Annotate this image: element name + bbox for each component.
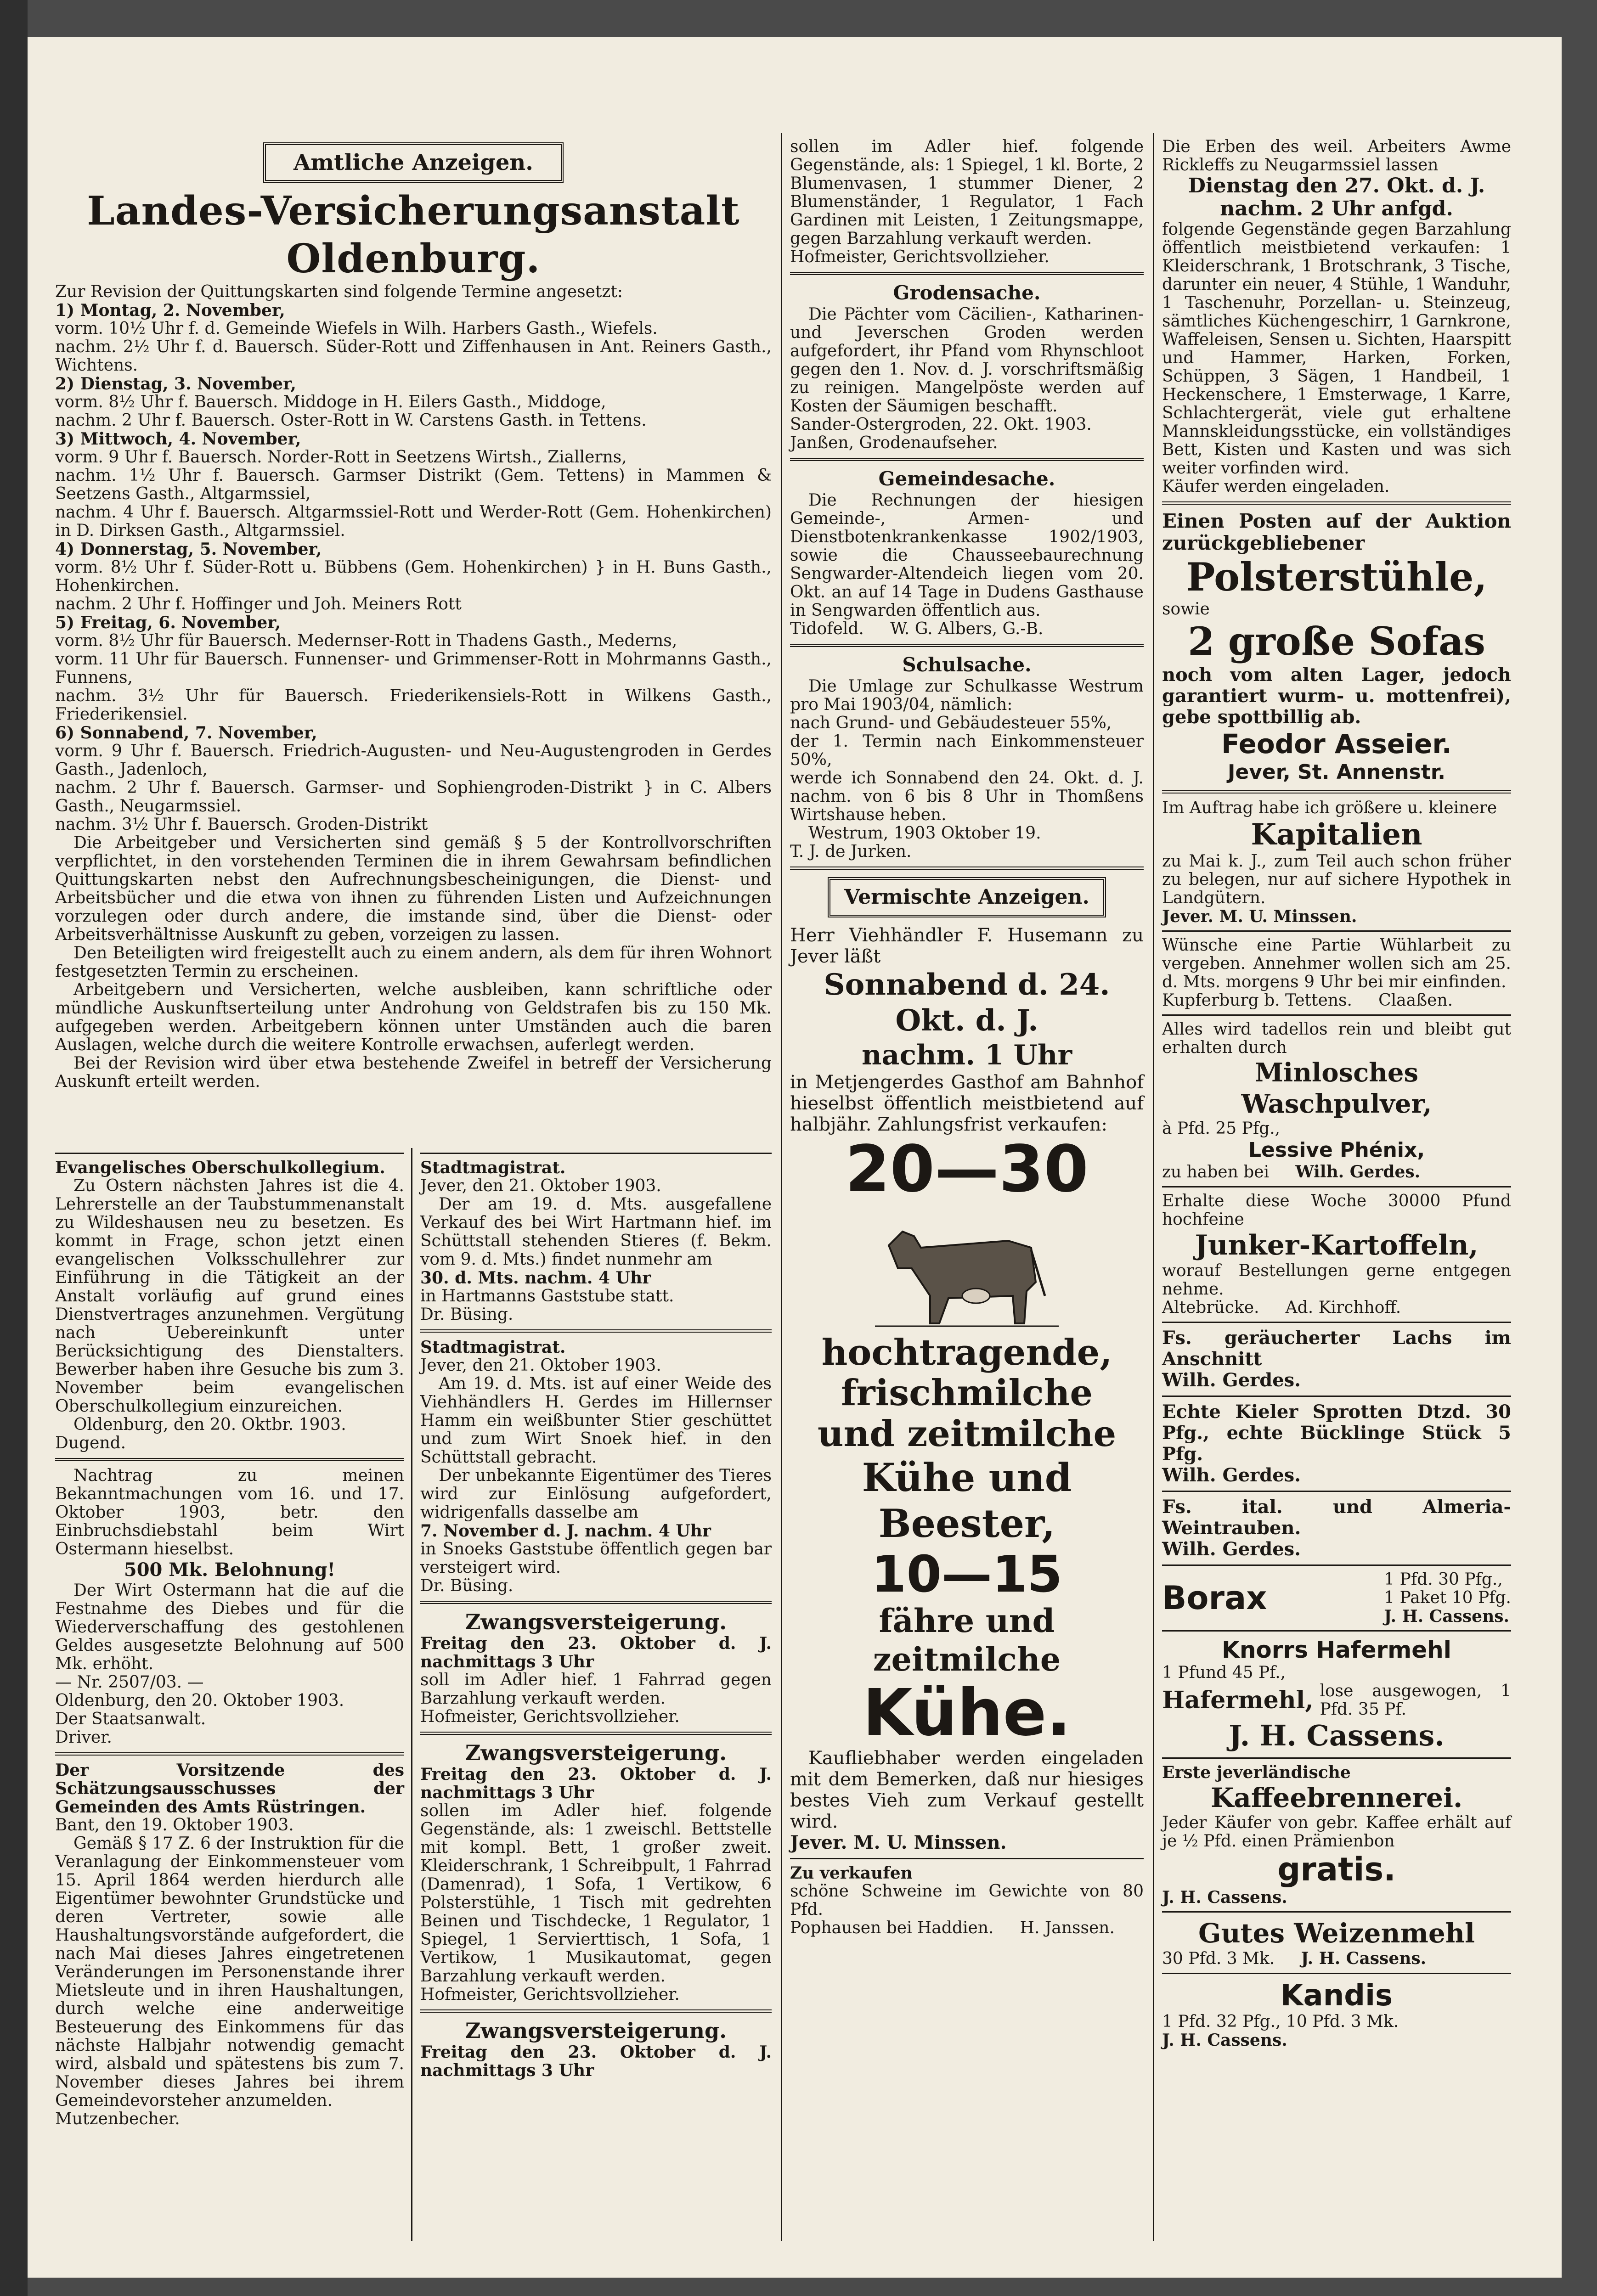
stadt2-place: Jever, den 21. Oktober 1903.: [420, 1356, 661, 1375]
vieh-time: nachm. 1 Uhr: [861, 1039, 1072, 1071]
day-line: nachm. 3½ Uhr f. Bauersch. Groden-Distrikt: [55, 815, 428, 834]
weizen-footer: [1162, 1949, 1511, 1968]
kandis-line-1: Kandis: [1280, 1979, 1393, 2013]
knorr-line-4: lose ausgewogen, 1 Pfd. 35 Pf.: [1320, 1682, 1511, 1719]
day-line: vorm. 8½ Uhr f. Süder-Rott u. Bübbens (Gem. Hohenkirchen) } in H. Buns Gasth., Hohenkirchen.: [55, 558, 772, 595]
day-line: vorm. 8½ Uhr für Bauersch. Medernser-Rott in Thadens Gasth., Mederns,: [55, 631, 677, 650]
wasch-line-1: Alles wird tadellos rein und bleibt gut erhalten durch: [1162, 1020, 1511, 1057]
day-heading: 5) Freitag, 6. November,: [55, 613, 281, 632]
nachtrag-office: Der Staatsanwalt.: [55, 1710, 206, 1728]
groden-title: Grodensache.: [893, 281, 1041, 304]
knorr-line-2: 1 Pfund 45 Pf.,: [1162, 1663, 1286, 1682]
wuehl-sign: Claaßen.: [1378, 991, 1453, 1010]
day-heading: 6) Sonnabend, 7. November,: [55, 723, 317, 743]
polster-name: Feodor Asseier.: [1221, 728, 1452, 760]
lachs-text: Fs. geräucherter Lachs im Anschnitt: [1162, 1327, 1511, 1370]
day-1: [55, 301, 772, 375]
insurance-intro: Zur Revision der Quittungskarten sind folgende Termine angesetzt:: [55, 282, 623, 301]
oberschul-place: Oldenburg, den 20. Oktbr. 1903.: [73, 1415, 346, 1434]
wasch-line-3: à Pfd. 25 Pfg.,: [1162, 1119, 1281, 1138]
col3-top-text: sollen im Adler hief. folgende Gegenstände, als: 1 Spiegel, 1 kl. Borte, 2 Blumenvasen, 1 stummer Diener, 2 Blumenständer, 1 Regulator, 1 Fach Gardinen mit Leisten, 1 Zeitungsmappe, gegen Barzahlung verkauft werden.: [790, 137, 1144, 248]
day-heading: 2) Dienstag, 3. November,: [55, 374, 296, 394]
column-divider: [781, 133, 782, 2241]
day-line: nachm. 3½ Uhr für Bauersch. Friederikensiels-Rott in Wilkens Gasth., Friederikensiel.: [55, 687, 772, 724]
nachtrag-text-2: Der Wirt Ostermann hat die auf die Festnahme des Diebes und für die Wiederverschaffung des gestohlenen Geldes ausgesetzte Belohnung auf 500 Mk. erhöht.: [55, 1581, 404, 1673]
stadt1-date: 30. d. Mts. nachm. 4 Uhr: [420, 1268, 651, 1288]
wasch-line-4: Lessive Phénix,: [1248, 1138, 1425, 1162]
vorsitzende-title: Der Vorsitzende des Schätzungsausschusses der Gemeinden des Amts Rüstringen.: [55, 1761, 404, 1817]
knorr-loose: [1162, 1682, 1511, 1719]
insurance-paragraph: Die Arbeitgeber und Versicherten sind gemäß § 5 der Kontrollvorschriften verpflichtet, in den vorstehenden Terminen die in ihrem Gewahrsam befindlichen Quittungskarten nebst den Aufrechnungsbescheinigungen, die Dienst- und Arbeitsbücher und die etwa von ihnen zu führenden Listen und Aufzeichnungen vorzulegen oder durch andere, die imstande sind, über die Dienst- oder Arbeitsverhältnisse Auskunft zu geben, vorzeigen zu lassen.: [55, 833, 772, 944]
vorsitzende-sign: Mutzenbecher.: [55, 2110, 180, 2128]
day-line: nachm. 1½ Uhr f. Bauersch. Garmser Distrikt (Gem. Tettens) in Mammen & Seetzens Gasth., Altgarmssiel,: [55, 466, 772, 503]
kapital-sign: Jever. M. U. Minssen.: [1162, 907, 1357, 926]
day-line: nachm. 2½ Uhr f. d. Bauersch. Süder-Rott und Ziffenhausen in Ant. Reiners Gasth., Wichtens.: [55, 338, 772, 375]
schul-sign: T. J. de Jurken.: [790, 842, 912, 861]
zwang2-date: Freitag den 23. Oktober d. J. nachmittags 3 Uhr: [420, 1765, 772, 1802]
stadt2-text: Am 19. d. Mts. ist auf einer Weide des Viehhändlers H. Gerdes im Hillernser Hamm ein weißbunter Stier geschüttet und zum Wirt Snoek hief. in den Schüttstall gebracht.: [420, 1374, 772, 1467]
vieh-line-6: und zeitmilche: [817, 1413, 1117, 1455]
day-line: vorm. 10½ Uhr f. d. Gemeinde Wiefels in Wilh. Harbers Gasth., Wiefels.: [55, 319, 658, 338]
borax-prices: [1384, 1570, 1511, 1626]
vieh-count-2: 10—15: [871, 1545, 1063, 1604]
sprotten-text: Echte Kieler Sprotten Dtzd. 30 Pfg., echte Bücklinge Stück 5 Pfg.: [1162, 1401, 1511, 1465]
lachs-sign: Wilh. Gerdes.: [1162, 1369, 1301, 1391]
schul-place: Westrum, 1903 Oktober 19.: [808, 824, 1041, 843]
day-line: vorm. 11 Uhr für Bauersch. Funnenser- und Grimmenser-Rott in Mohrmanns Gasth., Funnens,: [55, 650, 772, 687]
oberschul-title: Evangelisches Oberschulkollegium.: [55, 1158, 385, 1177]
junker-place: Altebrücke.: [1162, 1298, 1259, 1317]
cow-illustration: [870, 1204, 1063, 1333]
borax-ad: [1162, 1570, 1511, 1626]
groden-sign: Janßen, Grodenaufseher.: [790, 433, 998, 452]
schweine-sign: H. Janssen.: [1020, 1919, 1115, 1937]
day-line: vorm. 9 Uhr f. Bauersch. Friedrich-Augusten- und Neu-Augustengroden in Gerdes Gasth., Jadenloch,: [55, 742, 772, 779]
polster-line-2: Polsterstühle,: [1186, 554, 1487, 600]
stadt1-sign: Dr. Büsing.: [420, 1305, 514, 1324]
vieh-line-7: Kühe und Beester,: [862, 1455, 1072, 1546]
day-heading: 1) Montag, 2. November,: [55, 301, 285, 320]
erben-text-2: folgende Gegenstände gegen Barzahlung öffentlich meistbietend verkaufen: 1 Kleiderschrank, 1 Brotschrank, 3 Tische, darunter ein neuer, 4 Stühle, 1 Wanduhr, 1 Taschenuhr, Porzellan- u. Steinzeug, sämtliches Küchengeschirr, 1 Garnkrone, Waffeleisen, Sensen u. Sichten, Haarspitt und Hammer, Harken, Forken, Schüppen, 3 Sägen, 1 Handbeil, 1 Heckenschere, 1 Emsterwage, 1 Karre, Schlachtergerät, viele gut erhaltene Mannskleidungsstücke, ein vollständiges Bett, Kisten und Kasten und was sich weiter vorfinden wird.: [1162, 220, 1511, 478]
schweine-title: Zu verkaufen: [790, 1863, 913, 1883]
newspaper-page: [28, 37, 1562, 2278]
day-line: vorm. 9 Uhr f. Bauersch. Norder-Rott in Seetzens Wirtsh., Ziallerns,: [55, 448, 627, 467]
weizen-sign: J. H. Cassens.: [1301, 1949, 1427, 1968]
nachtrag-sign: Driver.: [55, 1728, 112, 1747]
nachtrag-place: Oldenburg, den 20. Oktober 1903.: [55, 1691, 344, 1710]
zwang3-date: Freitag den 23. Oktober d. J. nachmittags 3 Uhr: [420, 2043, 772, 2080]
day-line: nachm. 2 Uhr f. Bauersch. Garmser- und Sophiengroden-Distrikt } in C. Albers Gasth., Neugarmssiel.: [55, 778, 772, 816]
stadt1-text-2: in Hartmanns Gaststube statt.: [420, 1287, 674, 1306]
book-spine: [0, 0, 28, 2296]
almeria-sign: Wilh. Gerdes.: [1162, 1538, 1301, 1560]
zwang2-title: Zwangsversteigerung.: [465, 1740, 727, 1765]
erben-text-3: Käufer werden eingeladen.: [1162, 477, 1390, 496]
vieh-line-8: fähre und zeitmilche: [873, 1602, 1061, 1678]
vieh-count-1: 20—30: [845, 1132, 1089, 1207]
reward-heading: 500 Mk. Belohnung!: [124, 1559, 336, 1581]
day-line: vorm. 8½ Uhr f. Bauersch. Middoge in H. Eilers Gasth., Middoge,: [55, 393, 606, 411]
day-5: [55, 613, 772, 724]
junker-line-3: worauf Bestellungen gerne entgegen nehme.: [1162, 1261, 1511, 1299]
gemeinde-text: Die Rechnungen der hiesigen Gemeinde-, Armen- und Dienstbotenkrankenkasse 1902/1903, sowie die Chausseebaurechnung Sengwarder-Altendeich liegen vom 20. Okt. an auf 14 Tage in Dudens Gasthause in Sengwarden öffentlich aus.: [790, 491, 1144, 620]
vieh-line-1: Herr Viehhändler F. Husemann zu Jever läßt: [790, 925, 1144, 967]
kandis-sign: J. H. Cassens.: [1162, 2031, 1287, 2050]
kaffee-line-4: gratis.: [1277, 1851, 1396, 1888]
kaffee-line-1: Erste jeverländische: [1162, 1763, 1351, 1782]
junker-sign: Ad. Kirchhoff.: [1285, 1298, 1401, 1317]
weizen-line-1: Gutes Weizenmehl: [1198, 1918, 1475, 1949]
polster-line-5: noch vom alten Lager, jedoch garantiert wurm- u. mottenfrei), gebe spottbillig ab.: [1162, 664, 1511, 728]
junker-footer: [1162, 1299, 1511, 1317]
junker-line-1: Erhalte diese Woche 30000 Pfund hochfeine: [1162, 1192, 1511, 1229]
schul-text: Die Umlage zur Schulkasse Westrum pro Mai 1903/04, nämlich:: [790, 677, 1144, 714]
zwang1-date: Freitag den 23. Oktober d. J. nachmittags 3 Uhr: [420, 1634, 772, 1671]
weizen-line-2: 30 Pfd. 3 Mk.: [1162, 1949, 1275, 1968]
day-3: [55, 430, 772, 540]
column-divider: [1153, 133, 1154, 2241]
schweine-text: schöne Schweine im Gewichte von 80 Pfd.: [790, 1882, 1144, 1919]
stadt1-text: Der am 19. d. Mts. ausgefallene Verkauf des bei Wirt Hartmann hief. im Schüttstall stehenden Stieres (f. Bekm. vom 9. d. Mts.) findet nunmehr am: [420, 1195, 772, 1269]
wasch-sign: Wilh. Gerdes.: [1295, 1162, 1421, 1182]
vieh-sign: Jever. M. U. Minssen.: [790, 1832, 1007, 1853]
day-heading: 4) Donnerstag, 5. November,: [55, 540, 322, 559]
wuehl-footer: [1162, 991, 1511, 1010]
groden-place: Sander-Ostergroden, 22. Okt. 1903.: [790, 415, 1092, 434]
column-divider: [411, 1148, 412, 2241]
almeria-text: Fs. ital. und Almeria-Weintrauben.: [1162, 1496, 1511, 1539]
borax-price-1: 1 Pfd. 30 Pfg.,: [1384, 1570, 1503, 1589]
polster-line-1: Einen Posten auf der Auktion zurückgebliebener: [1162, 510, 1511, 554]
wasch-line-5: zu haben bei: [1162, 1163, 1270, 1182]
stadt2-sign: Dr. Büsing.: [420, 1576, 514, 1595]
schul-title: Schulsache.: [902, 653, 1032, 676]
day-line: nachm. 4 Uhr f. Bauersch. Altgarmssiel-Rott und Werder-Rott (Gem. Hohenkirchen) in D. Dirksen Gasth., Altgarmssiel.: [55, 503, 772, 540]
nachtrag-text: Nachtrag zu meinen Bekanntmachungen vom 16. und 17. Oktober 1903, betr. den Einbruchsdiebstahl beim Wirt Ostermann hieselbst.: [55, 1466, 404, 1559]
erben-text: Die Erben des weil. Arbeiters Awme Rickleffs zu Neugarmssiel lassen: [1162, 137, 1511, 174]
zwang1-sign: Hofmeister, Gerichtsvollzieher.: [420, 1707, 680, 1726]
polster-place: Jever, St. Annenstr.: [1228, 760, 1445, 784]
stadt2-text-3: in Snoeks Gaststube öffentlich gegen bar versteigert wird.: [420, 1540, 772, 1577]
zwang1-title: Zwangsversteigerung.: [465, 1609, 727, 1634]
insurance-paragraph: Arbeitgebern und Versicherten, welche ausbleiben, kann schriftliche oder mündliche Auskunftserteilung unter Androhung von Geldstrafen bis zu 150 Mk. aufgegeben werden. Arbeitgebern können unter Umständen auch die baren Auslagen, welche durch die weitere Kontrolle erwachsen, auferlegt werden.: [55, 980, 772, 1054]
wasch-line-2: Minlosches Waschpulver,: [1241, 1058, 1432, 1119]
kaffee-sign: J. H. Cassens.: [1162, 1888, 1287, 1907]
wasch-footer: [1162, 1163, 1511, 1182]
schul-text-2: werde ich Sonnabend den 24. Okt. d. J. nachm. von 6 bis 8 Uhr in Thomßens Wirtshause heben.: [790, 769, 1144, 824]
vieh-line-4: in Metjengerdes Gasthof am Bahnhof hieselbst öffentlich meistbietend auf halbjähr. Zahlungsfrist verkaufen:: [790, 1072, 1144, 1135]
stadt2-title: Stadtmagistrat.: [420, 1338, 566, 1357]
gemeinde-footer: [790, 620, 1144, 638]
insurance-paragraph: Bei der Revision wird über etwa bestehende Zweifel in betreff der Versicherung Auskunft erteilt werden.: [55, 1054, 772, 1091]
column-4: [1162, 138, 1511, 2049]
official-notices: [55, 142, 772, 1091]
vieh-line-5: hochtragende, frischmilche: [821, 1332, 1112, 1414]
borax-price-2: 1 Paket 10 Pfg.: [1384, 1588, 1511, 1607]
wuehl-text: Wünsche eine Partie Wühlarbeit zu vergeben. Annehmer wollen sich am 25. d. Mts. morgens 9 Uhr bei mir einfinden.: [1162, 936, 1511, 991]
day-4: [55, 540, 772, 613]
vieh-line-9: Kühe.: [863, 1676, 1071, 1750]
schul-item: der 1. Termin nach Einkommensteuer 50%,: [790, 732, 1144, 769]
schweine-footer: [790, 1919, 1144, 1937]
knorr-line-1: Knorrs Hafermehl: [1222, 1637, 1451, 1663]
column-1-lower: [55, 1148, 404, 2128]
polster-line-4: 2 große Sofas: [1188, 619, 1485, 664]
gemeinde-sign: W. G. Albers, G.-B.: [890, 619, 1044, 638]
stadt1-title: Stadtmagistrat.: [420, 1158, 566, 1177]
junker-line-2: Junker-Kartoffeln,: [1195, 1229, 1478, 1261]
kapital-line-1: Im Auftrag habe ich größere u. kleinere: [1162, 799, 1497, 817]
kapital-line-3: zu Mai k. J., zum Teil auch schon früher zu belegen, nur auf sichere Hypothek in Landgütern.: [1162, 852, 1511, 907]
gemeinde-title: Gemeindesache.: [878, 467, 1055, 490]
section-header-amtliche: Amtliche Anzeigen.: [263, 142, 564, 183]
schweine-place: Pophausen bei Haddien.: [790, 1919, 994, 1937]
erben-date: Dienstag den 27. Okt. d. J. nachm. 2 Uhr anfgd.: [1188, 174, 1485, 220]
kaffee-line-3: Jeder Käufer von gebr. Kaffee erhält auf je ½ Pfd. einen Prämienbon: [1162, 1813, 1511, 1851]
zwang2-text: sollen im Adler hief. folgende Gegenstände, als: 1 zweischl. Bettstelle mit kompl. Bett, 1 großer zweit. Kleiderschrank, 1 Schreibpult, 1 Fahrrad (Damenrad), 1 Sofa, 1 Vertikow, 6 Polsterstühle, 1 Tisch mit gedrehten Beinen und Tischdecke, 1 Regulator, 1 Spiegel, 1 Servierttisch, 1 Sofa, 1 Vertikow, 1 Musikautomat, gegen Barzahlung verkauft werden.: [420, 1801, 772, 1986]
col3-top-sign: Hofmeister, Gerichtsvollzieher.: [790, 248, 1050, 266]
zwang1-text: soll im Adler hief. 1 Fahrrad gegen Barzahlung verkauft werden.: [420, 1671, 772, 1708]
column-2-lower: [420, 1148, 772, 2080]
stadt1-place: Jever, den 21. Oktober 1903.: [420, 1176, 661, 1195]
day-line: nachm. 2 Uhr f. Hoffinger und Joh. Meiners Rott: [55, 595, 462, 613]
day-6: [55, 724, 772, 834]
kapital-line-2: Kapitalien: [1251, 817, 1422, 852]
stadt2-date: 7. November d. J. nachm. 4 Uhr: [420, 1521, 711, 1541]
borax-sign: J. H. Cassens.: [1384, 1607, 1510, 1626]
day-line: nachm. 2 Uhr f. Bauersch. Oster-Rott in W. Carstens Gasth. in Tettens.: [55, 411, 647, 430]
insurance-paragraph: Den Beteiligten wird freigestellt auch zu einem andern, als dem für ihren Wohnort festgesetzten Termin zu erscheinen.: [55, 944, 772, 981]
zwang2-sign: Hofmeister, Gerichtsvollzieher.: [420, 1985, 680, 2004]
schul-item: nach Grund- und Gebäudesteuer 55%,: [790, 714, 1112, 732]
knorr-sign: J. H. Cassens.: [1229, 1719, 1445, 1752]
nachtrag-nr: — Nr. 2507/03. —: [55, 1673, 204, 1692]
vorsitzende-text: Gemäß § 17 Z. 6 der Instruktion für die Veranlagung der Einkommensteuer vom 15. April 1864 werden hierdurch alle Eigentümer bewohnter Grundstücke und deren Vertreter, sowie alle Haushaltungsvorstände aufgefordert, die nach Mai dieses Jahres eingetretenen Veränderungen im Personenstande ihrer Mietsleute und in ihren Haushaltungen, durch welche eine anderweitige Besteuerung des Einkommens für das nächste Halbjahr notwendig gemacht wird, alsbald und spätestens bis zum 7. November dieses Jahres bei ihrem Gemeindevorsteher anzumelden.: [55, 1834, 404, 2110]
gemeinde-place: Tidofeld.: [790, 619, 864, 638]
column-3: [790, 138, 1144, 1937]
wuehl-place: Kupferburg b. Tettens.: [1162, 991, 1352, 1010]
sprotten-sign: Wilh. Gerdes.: [1162, 1464, 1301, 1486]
groden-text: Die Pächter vom Cäcilien-, Katharinen- und Jeverschen Groden werden aufgefordert, ihr Pfand vom Rhynschloot gegen den 1. Nov. d. J. vorschriftsmäßig zu reinigen. Mangelpöste werden auf Kosten der Säumigen beschafft.: [790, 305, 1144, 416]
insurance-title: Landes-Versicherungsanstalt Oldenburg.: [87, 188, 740, 282]
polster-line-3: sowie: [1162, 600, 1210, 619]
vieh-date: Sonnabend d. 24. Okt. d. J.: [824, 968, 1110, 1038]
oberschul-text: Zu Ostern nächsten Jahres ist die 4. Lehrerstelle an der Taubstummenanstalt zu Wildeshausen neu zu besetzen. Es kommt in Frage, schon jetzt einen evangelischen Volksschullehrer zur Einführung in die Tätigkeit an der Anstalt vorläufig auf grund eines Dienstvertrages anzunehmen. Vergütung nach Uebereinkunft unter Berücksichtigung des Dienstalters. Bewerber haben ihre Gesuche bis zum 3. November beim evangelischen Oberschulkollegium einzureichen.: [55, 1176, 404, 1416]
day-2: [55, 375, 772, 430]
day-heading: 3) Mittwoch, 4. November,: [55, 429, 301, 449]
kandis-line-2: 1 Pfd. 32 Pfg., 10 Pfd. 3 Mk.: [1162, 2012, 1399, 2031]
stadt2-text-2: Der unbekannte Eigentümer des Tieres wird zur Einlösung aufgefordert, widrigenfalls dasselbe am: [420, 1466, 772, 1522]
section-header-vermischte: Vermischte Anzeigen.: [828, 877, 1106, 917]
vieh-line-10: Kaufliebhaber werden eingeladen mit dem Bemerken, daß nur hiesiges bestes Vieh zum Verkauf gestellt wird.: [790, 1748, 1144, 1832]
zwang3-title: Zwangsversteigerung.: [465, 2018, 727, 2043]
kaffee-line-2: Kaffeebrennerei.: [1210, 1782, 1463, 1813]
oberschul-sign: Dugend.: [55, 1434, 126, 1452]
vorsitzende-place: Bant, den 19. Oktober 1903.: [55, 1816, 294, 1835]
borax-name: Borax: [1162, 1579, 1267, 1617]
knorr-line-3: Hafermehl,: [1162, 1686, 1314, 1714]
